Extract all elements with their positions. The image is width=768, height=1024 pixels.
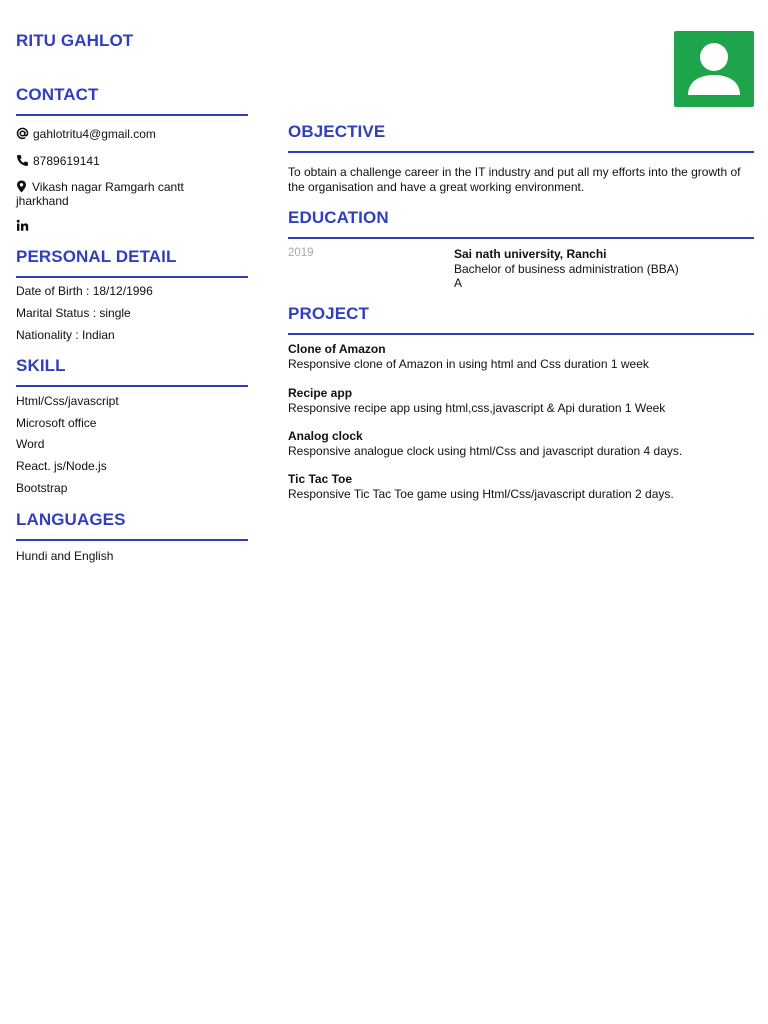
skill-item: Html/Css/javascript (16, 394, 119, 408)
candidate-name: RITU GAHLOT (16, 31, 134, 50)
linkedin-line (16, 219, 33, 232)
project-name: Clone of Amazon (288, 342, 386, 356)
education-section (288, 208, 754, 239)
objective-heading: OBJECTIVE (288, 122, 754, 153)
project-description: Responsive analogue clock using html/Css and javascript duration 4 days. (288, 443, 683, 458)
email-text[interactable]: gahlotritu4@gmail.com (33, 127, 156, 141)
contact-heading: CONTACT (16, 85, 248, 116)
languages-heading: LANGUAGES (16, 510, 248, 541)
address-line (16, 180, 184, 208)
personal-section (16, 247, 248, 278)
education-year: 2019 (288, 247, 314, 259)
project-name: Recipe app (288, 386, 353, 400)
skill-item: Bootstrap (16, 481, 68, 495)
objective-text: To obtain a challenge career in the IT industry and put all my efforts into the growth of the organisation and have a great working environment. (288, 165, 741, 194)
objective-section (288, 122, 754, 153)
education-entry (288, 247, 754, 292)
project-description: Responsive Tic Tac Toe game using Html/Css/javascript duration 2 days. (288, 486, 674, 501)
project-name: Tic Tac Toe (288, 472, 353, 486)
project-name: Analog clock (288, 429, 363, 443)
project-list (288, 342, 754, 512)
education-heading: EDUCATION (288, 208, 754, 239)
skill-item: React. js/Node.js (16, 459, 107, 473)
contact-list (16, 127, 248, 237)
project-item (288, 342, 649, 371)
skill-item: Word (16, 437, 45, 451)
user-icon (674, 31, 754, 107)
marital-item: Marital Status : single (16, 306, 131, 320)
phone-text: 8789619141 (33, 154, 100, 168)
phone-icon (16, 154, 29, 167)
education-grade: A (454, 276, 463, 290)
education-institution: Sai nath university, Ranchi (454, 247, 607, 261)
address-line-1: Vikash nagar Ramgarh cantt (32, 180, 184, 194)
at-icon (16, 127, 29, 140)
languages-section (16, 510, 248, 541)
contact-section (16, 85, 248, 116)
project-description: Responsive recipe app using html,css,javascript & Api duration 1 Week (288, 400, 666, 415)
email-line (16, 127, 156, 141)
dob-item: Date of Birth : 18/12/1996 (16, 284, 153, 298)
project-heading: PROJECT (288, 304, 754, 335)
language-item: Hundi and English (16, 549, 114, 563)
skill-heading: SKILL (16, 356, 248, 387)
project-description: Responsive clone of Amazon in using html and Css duration 1 week (288, 356, 649, 371)
avatar (674, 31, 754, 107)
phone-line (16, 154, 100, 168)
location-pin-icon (16, 180, 27, 193)
address-line-2: jharkhand (16, 194, 69, 208)
project-item (288, 386, 665, 415)
skill-item: Microsoft office (16, 416, 97, 430)
project-item (288, 472, 674, 501)
linkedin-icon[interactable] (16, 219, 29, 232)
project-section (288, 304, 754, 335)
nationality-item: Nationality : Indian (16, 328, 115, 342)
skill-section (16, 356, 248, 387)
personal-heading: PERSONAL DETAIL (16, 247, 248, 278)
education-degree: Bachelor of business administration (BBA) (454, 261, 679, 276)
project-item (288, 429, 682, 458)
